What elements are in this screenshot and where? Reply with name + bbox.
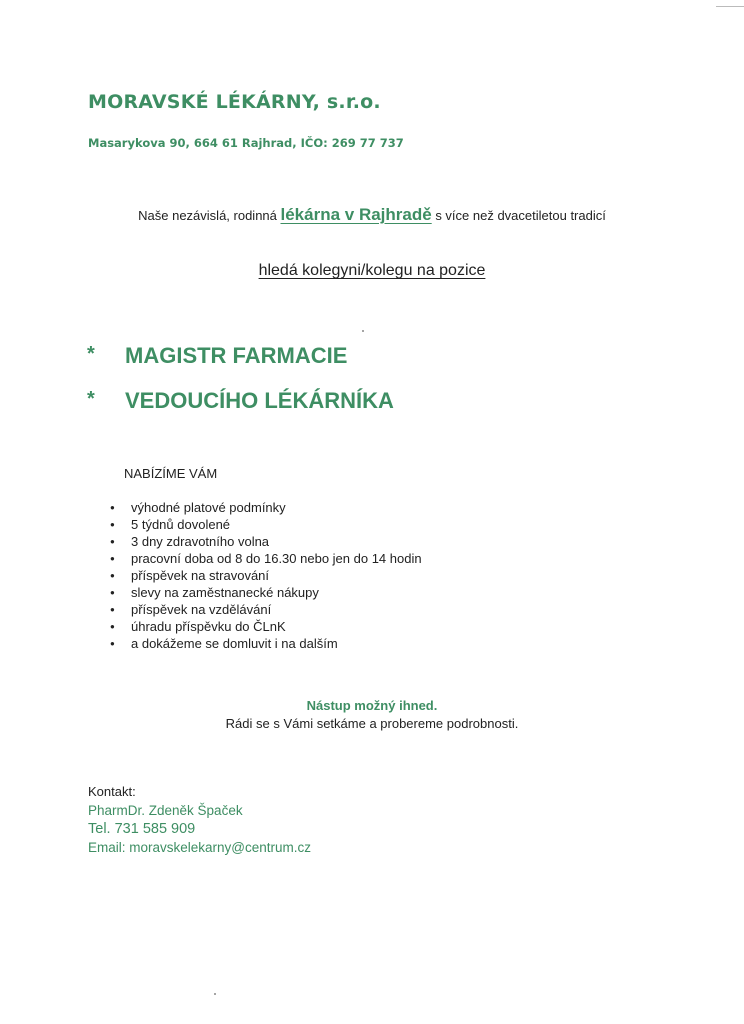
list-item: ● příspěvek na vzdělávání bbox=[110, 602, 272, 617]
position-title: MAGISTR FARMACIE bbox=[125, 343, 348, 368]
scan-speck bbox=[214, 993, 216, 995]
list-item: ● výhodné platové podmínky bbox=[110, 500, 286, 515]
bullet-icon: ● bbox=[110, 554, 115, 563]
closing-text: Rádi se s Vámi setkáme a probereme podrobnosti. bbox=[225, 716, 519, 731]
asterisk-bullet: * bbox=[87, 343, 95, 365]
contact-label: Kontakt: bbox=[88, 784, 136, 799]
position-head-pharmacist bbox=[87, 388, 394, 414]
intro-line bbox=[0, 205, 744, 225]
intro-text-after: s více než dvacetiletou tradicí bbox=[431, 208, 606, 223]
positions-subheading: hledá kolegyni/kolegu na pozice bbox=[258, 262, 486, 279]
bullet-icon: ● bbox=[110, 520, 115, 529]
pharmacy-highlight: lékárna v Rajhradě bbox=[280, 205, 432, 224]
company-address: Masarykova 90, 664 61 Rajhrad, IČO: 269 77 737 bbox=[88, 136, 404, 150]
list-item: ● pracovní doba od 8 do 16.30 nebo jen do 14 hodin bbox=[110, 551, 422, 566]
contact-phone: Tel. 731 585 909 bbox=[88, 821, 196, 837]
list-item: ● a dokážeme se domluvit i na dalším bbox=[110, 636, 338, 651]
asterisk-bullet: * bbox=[87, 388, 95, 410]
bullet-icon: ● bbox=[110, 605, 115, 614]
position-title: VEDOUCÍHO LÉKÁRNÍKA bbox=[125, 388, 394, 413]
bullet-icon: ● bbox=[110, 571, 115, 580]
list-item: ● příspěvek na stravování bbox=[110, 568, 270, 583]
offer-heading: NABÍZÍME VÁM bbox=[124, 466, 218, 481]
list-item: ● slevy na zaměstnanecké nákupy bbox=[110, 585, 319, 600]
position-pharmacist bbox=[87, 343, 347, 369]
start-date-note: Nástup možný ihned. bbox=[306, 698, 438, 713]
company-name: MORAVSKÉ LÉKÁRNY, s.r.o. bbox=[88, 91, 381, 113]
contact-email: Email: moravskelekarny@centrum.cz bbox=[88, 840, 312, 855]
benefits-list bbox=[110, 499, 422, 652]
list-item: ● 5 týdnů dovolené bbox=[110, 517, 231, 532]
bullet-icon: ● bbox=[110, 588, 115, 597]
bullet-icon: ● bbox=[110, 503, 115, 512]
list-item: ● 3 dny zdravotního volna bbox=[110, 534, 270, 549]
intro-text-before: Naše nezávislá, rodinná bbox=[138, 208, 281, 223]
scan-speck bbox=[362, 330, 364, 332]
bullet-icon: ● bbox=[110, 537, 115, 546]
bullet-icon: ● bbox=[110, 639, 115, 648]
scan-edge-mark bbox=[716, 6, 744, 7]
bullet-icon: ● bbox=[110, 622, 115, 631]
list-item: ● úhradu příspěvku do ČLnK bbox=[110, 619, 286, 634]
contact-name: PharmDr. Zdeněk Špaček bbox=[88, 803, 243, 818]
